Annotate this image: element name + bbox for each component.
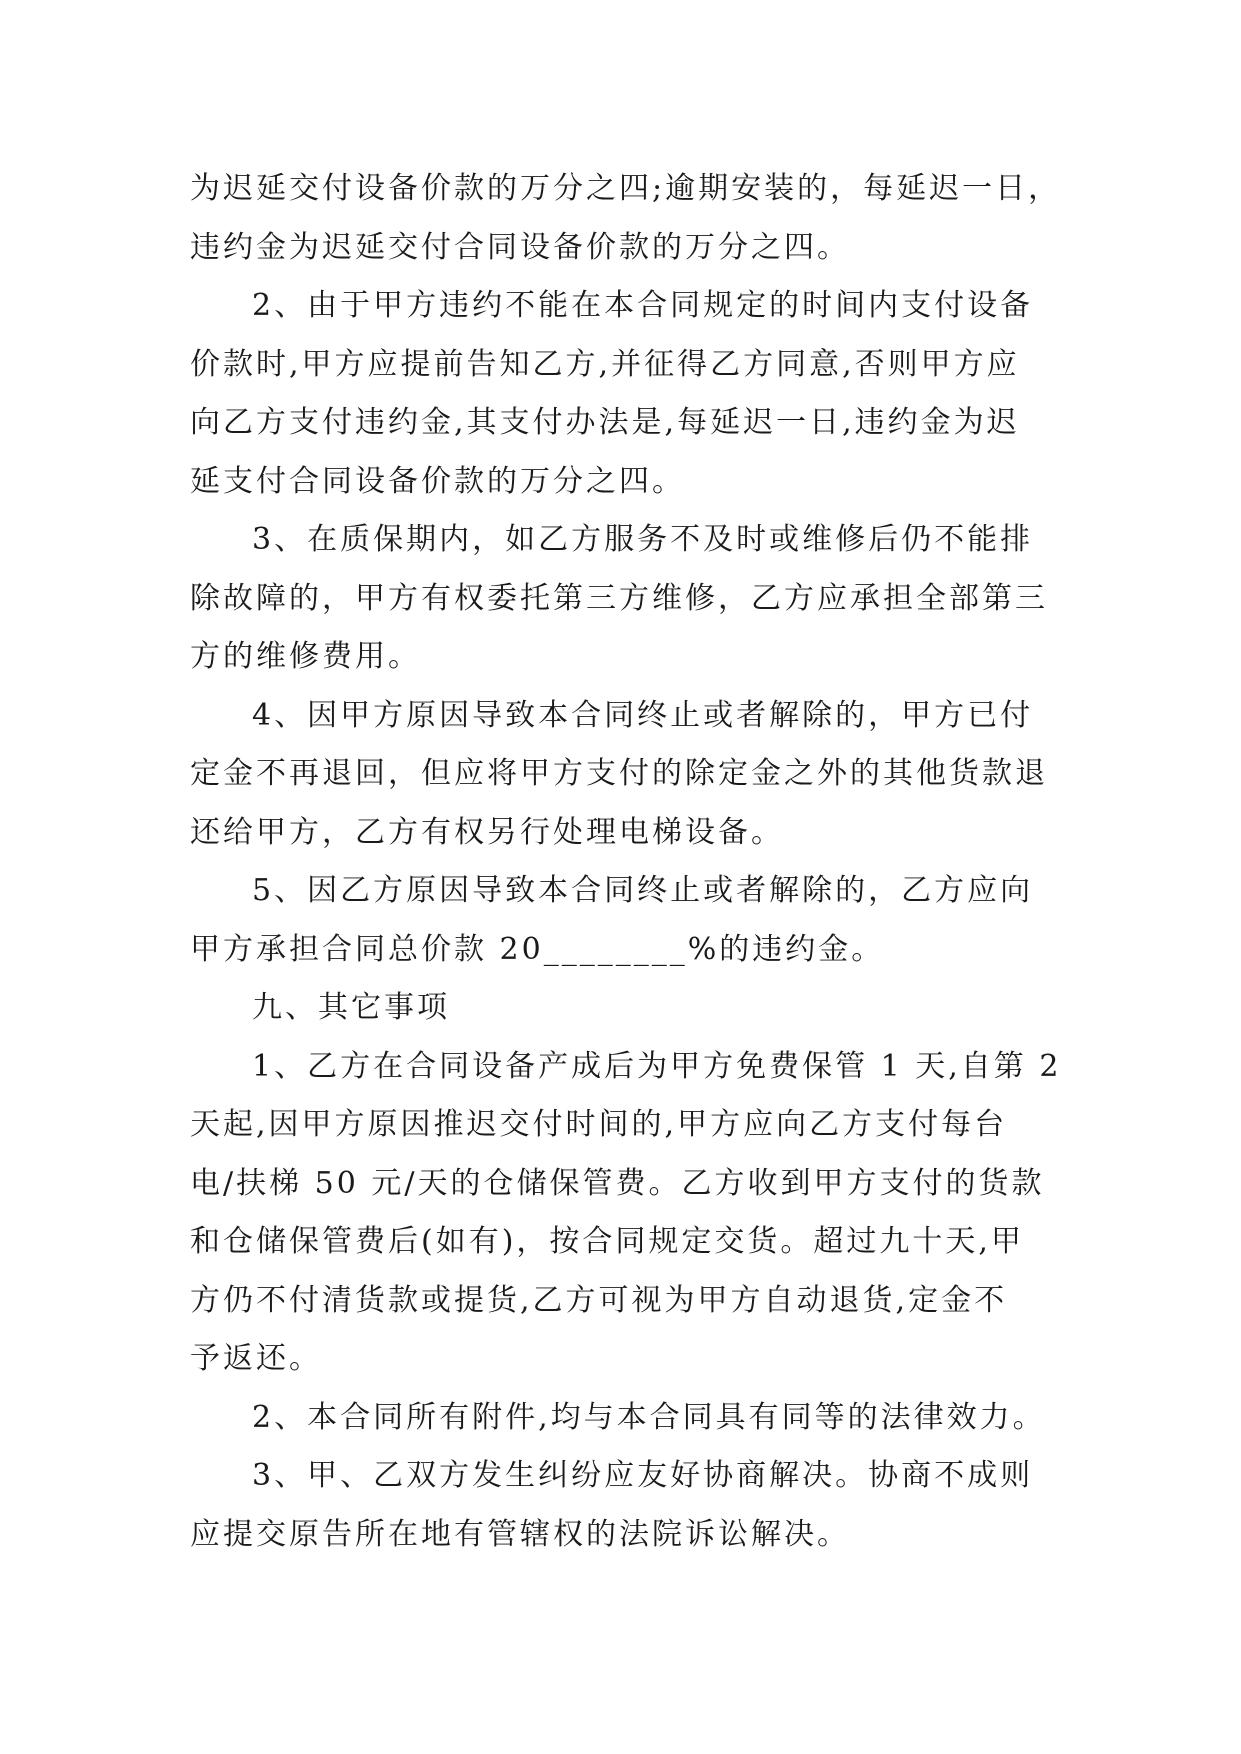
text-line: 方的维修费用。	[190, 639, 421, 674]
text-line: 1、乙方在合同设备产成后为甲方免费保管 1 天,自第 2	[252, 1048, 1062, 1084]
text-line: 甲方承担合同总价款 20________%的违约金。	[190, 931, 885, 967]
para-other-item-2-attachments	[190, 1389, 1070, 1448]
text-line: 2、由于甲方违约不能在本合同规定的时间内支付设备	[252, 288, 1034, 323]
text-line: 九、其它事项	[252, 990, 450, 1025]
para-item-5-party-b-termination	[190, 862, 1070, 979]
text-line: 和仓储保管费后(如有)，按合同规定交货。超过九十天,甲	[190, 1224, 1024, 1259]
para-item-2-payment-delay	[190, 277, 1070, 511]
text-line: 为迟延交付设备价款的万分之四;逾期安装的，每延迟一日，	[190, 171, 1062, 206]
text-line: 价款时,甲方应提前告知乙方,并征得乙方同意,否则甲方应	[190, 346, 1020, 382]
text-line: 3、甲、乙双方发生纠纷应友好协商解决。协商不成则	[252, 1458, 1034, 1493]
text-line: 延支付合同设备价款的万分之四。	[190, 463, 685, 499]
text-line: 2、本合同所有附件,均与本合同具有同等的法律效力。	[252, 1399, 1046, 1435]
text-line: 还给甲方，乙方有权另行处理电梯设备。	[190, 814, 784, 850]
text-line: 方仍不付清货款或提货,乙方可视为甲方自动退货,定金不	[190, 1282, 1008, 1318]
text-line: 违约金为迟延交付合同设备价款的万分之四。	[190, 229, 850, 265]
text-line: 除故障的，甲方有权委托第三方维修，乙方应承担全部第三	[190, 580, 1048, 616]
text-line: 向乙方支付违约金,其支付办法是,每延迟一日,违约金为迟	[190, 405, 1020, 440]
text-line: 应提交原告所在地有管辖权的法院诉讼解决。	[190, 1516, 850, 1552]
text-line: 3、在质保期内，如乙方服务不及时或维修后仍不能排	[252, 522, 1034, 557]
text-line: 电/扶梯 50 元/天的仓储保管费。乙方收到甲方支付的货款	[190, 1165, 1045, 1201]
text-line: 4、因甲方原因导致本合同终止或者解除的，甲方已付	[252, 697, 1034, 733]
section-heading-other-matters	[190, 979, 1070, 1038]
text-line: 予返还。	[190, 1341, 322, 1376]
text-line: 定金不再退回，但应将甲方支付的除定金之外的其他货款退	[190, 756, 1048, 791]
para-item-4-party-a-termination	[190, 687, 1070, 863]
para-continuation-penalty	[190, 160, 1070, 277]
text-line: 天起,因甲方原因推迟交付时间的,甲方应向乙方支付每台	[190, 1107, 1008, 1142]
para-other-item-3-disputes	[190, 1447, 1070, 1564]
para-other-item-1-storage	[190, 1038, 1070, 1389]
text-line: 5、因乙方原因导致本合同终止或者解除的，乙方应向	[252, 873, 1034, 908]
document-page	[190, 160, 1070, 1564]
para-item-3-warranty	[190, 511, 1070, 687]
